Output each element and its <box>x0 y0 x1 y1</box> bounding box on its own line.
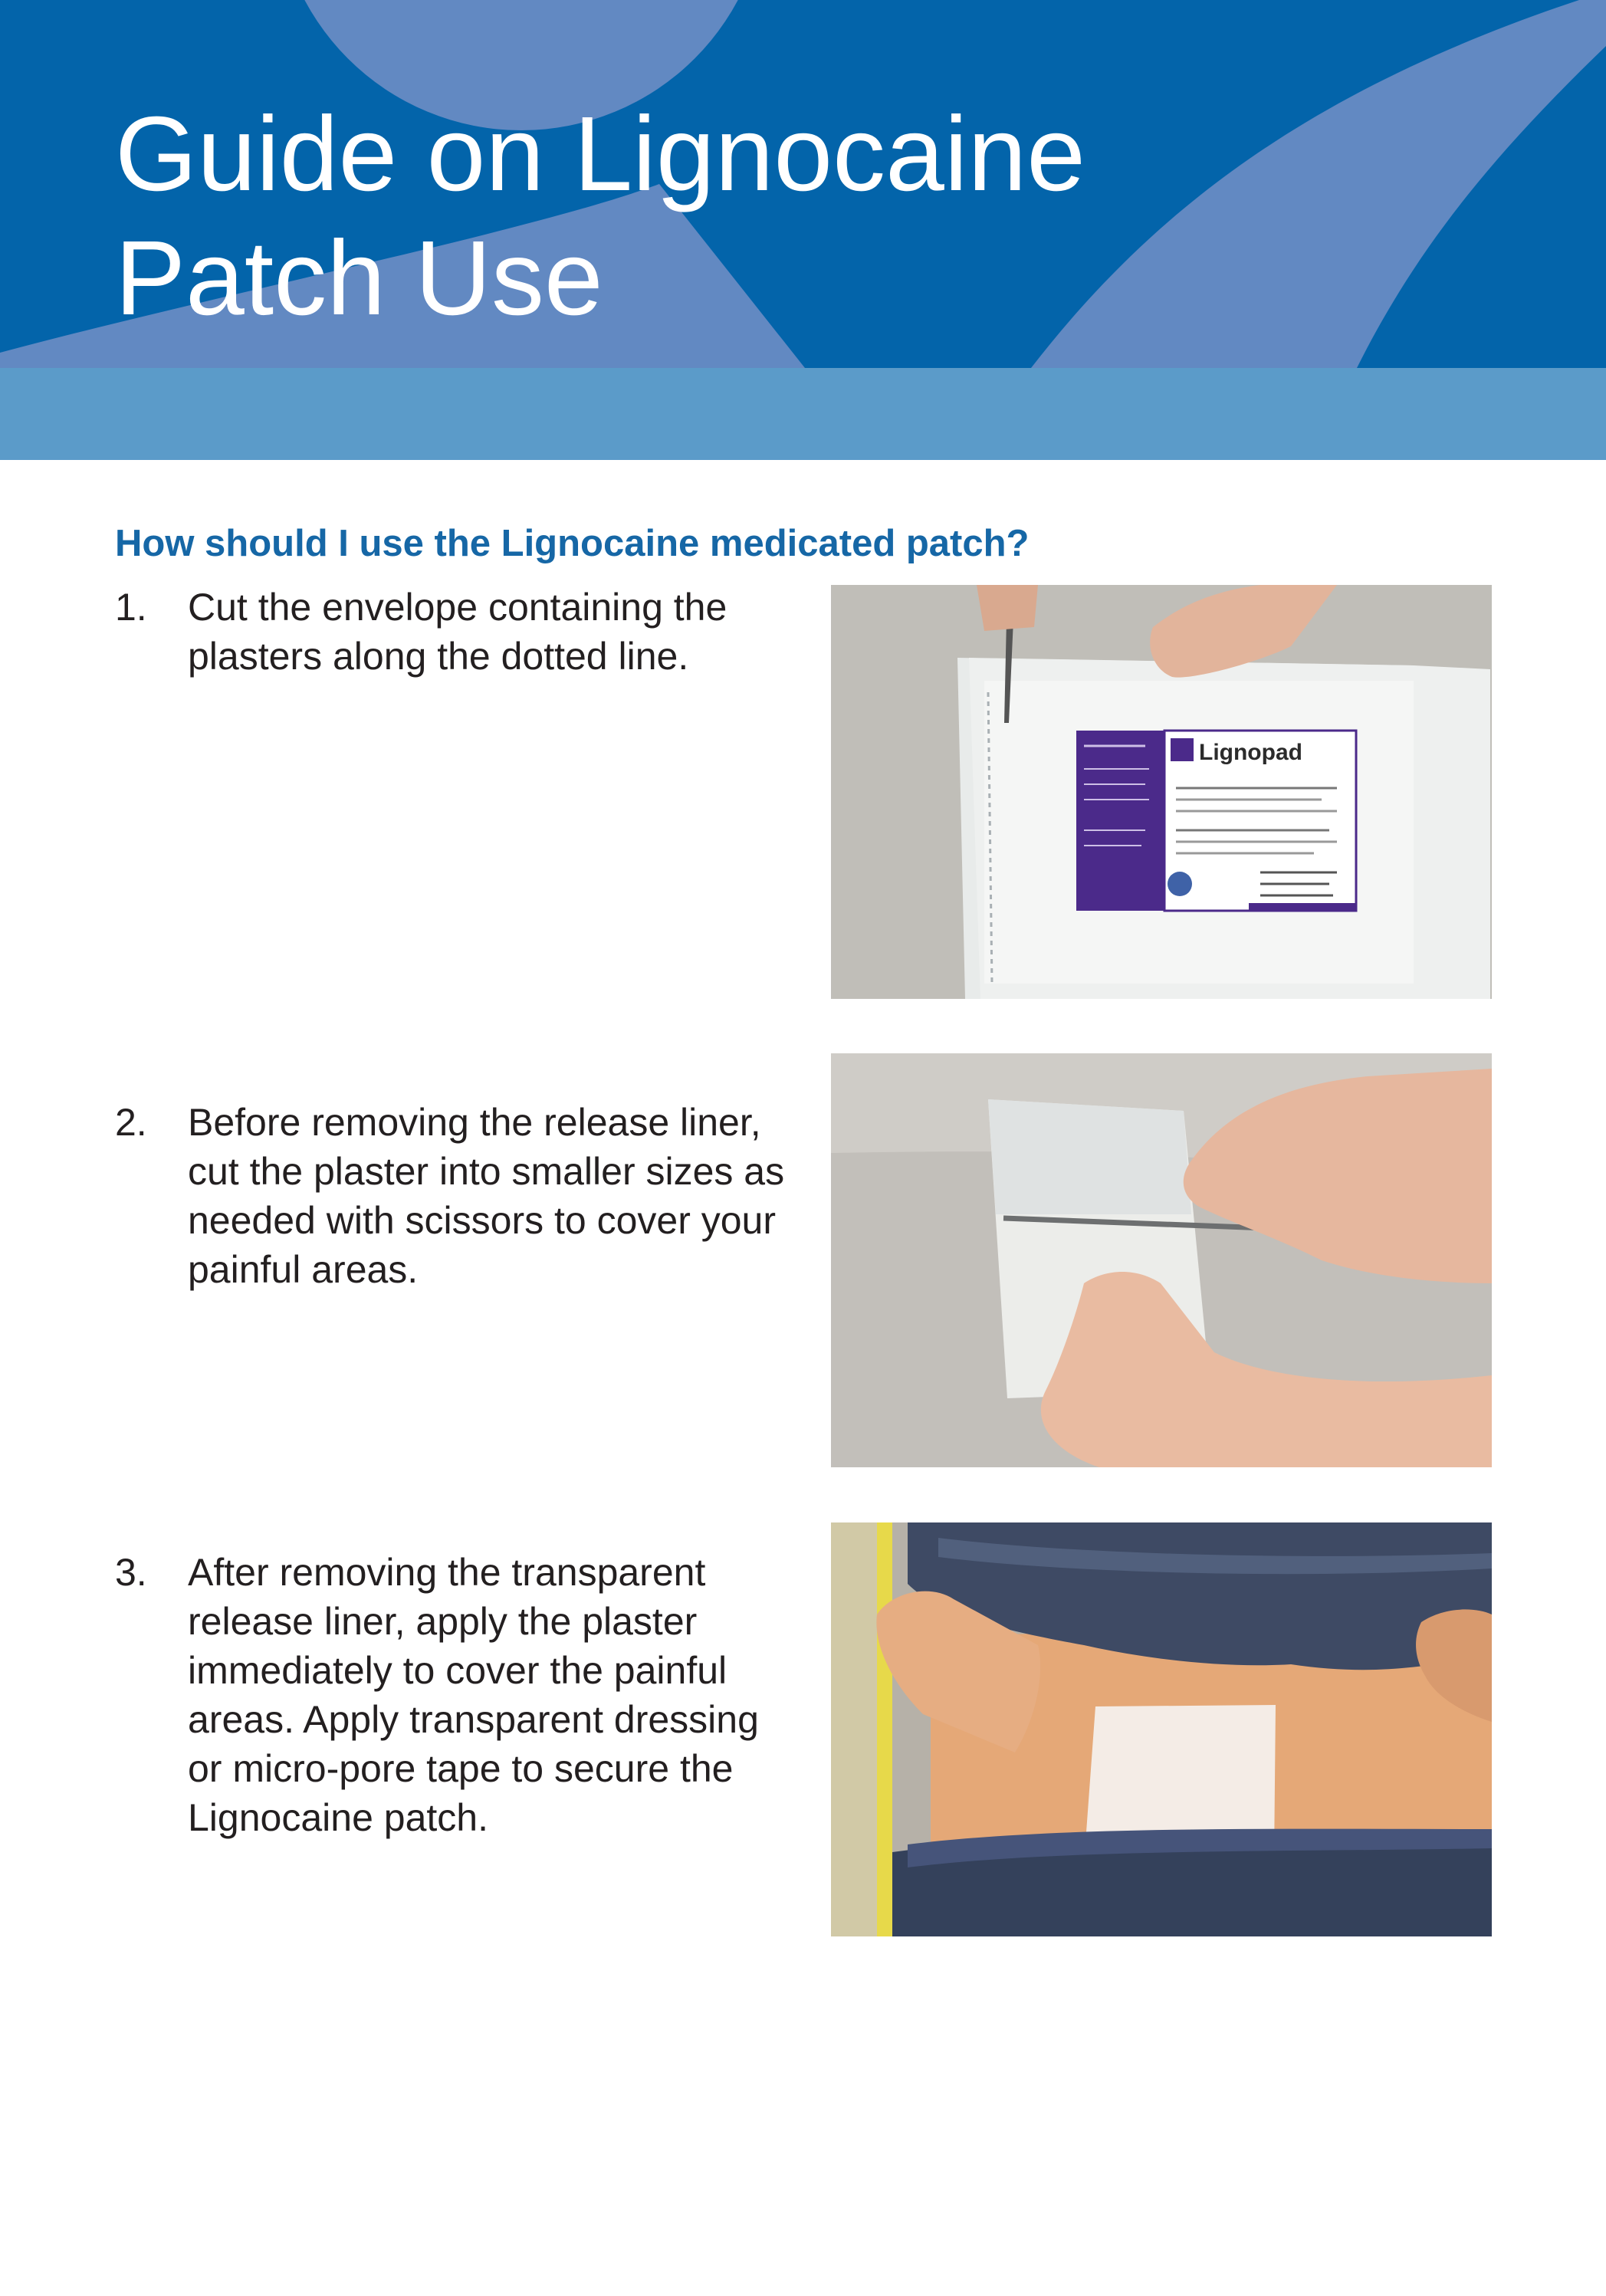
step-text: Before removing the release liner, cut the plaster into smaller sizes as needed with scissors to cover your painful areas. <box>188 1101 785 1291</box>
step-text: After removing the transparent release liner, apply the plaster immediately to cover the painful areas. Apply transparent dressing or micro-pore tape to secure the Lignocaine patch. <box>188 1551 759 1839</box>
step-number: 3. <box>115 1551 147 1594</box>
step-text: Cut the envelope containing the plasters along the dotted line. <box>188 586 727 678</box>
photo-cutting-plaster <box>831 1053 1492 1467</box>
package-brand: Lignopad <box>1199 740 1302 765</box>
step-2 <box>115 1098 790 1294</box>
title-line-2: Patch Use <box>115 219 603 337</box>
step-1 <box>115 583 790 681</box>
title-line-1: Guide on Lignocaine <box>115 95 1085 213</box>
photo-cutting-envelope <box>831 585 1492 999</box>
section-heading: How should I use the Lignocaine medicated patch? <box>115 523 1030 564</box>
step-number: 1. <box>115 586 147 629</box>
step-number: 2. <box>115 1101 147 1144</box>
header-strip <box>0 368 1606 460</box>
page-title <box>115 92 1085 340</box>
photo-patch-applied <box>831 1522 1492 1936</box>
header-banner <box>0 0 1606 368</box>
step-3 <box>115 1548 790 1842</box>
